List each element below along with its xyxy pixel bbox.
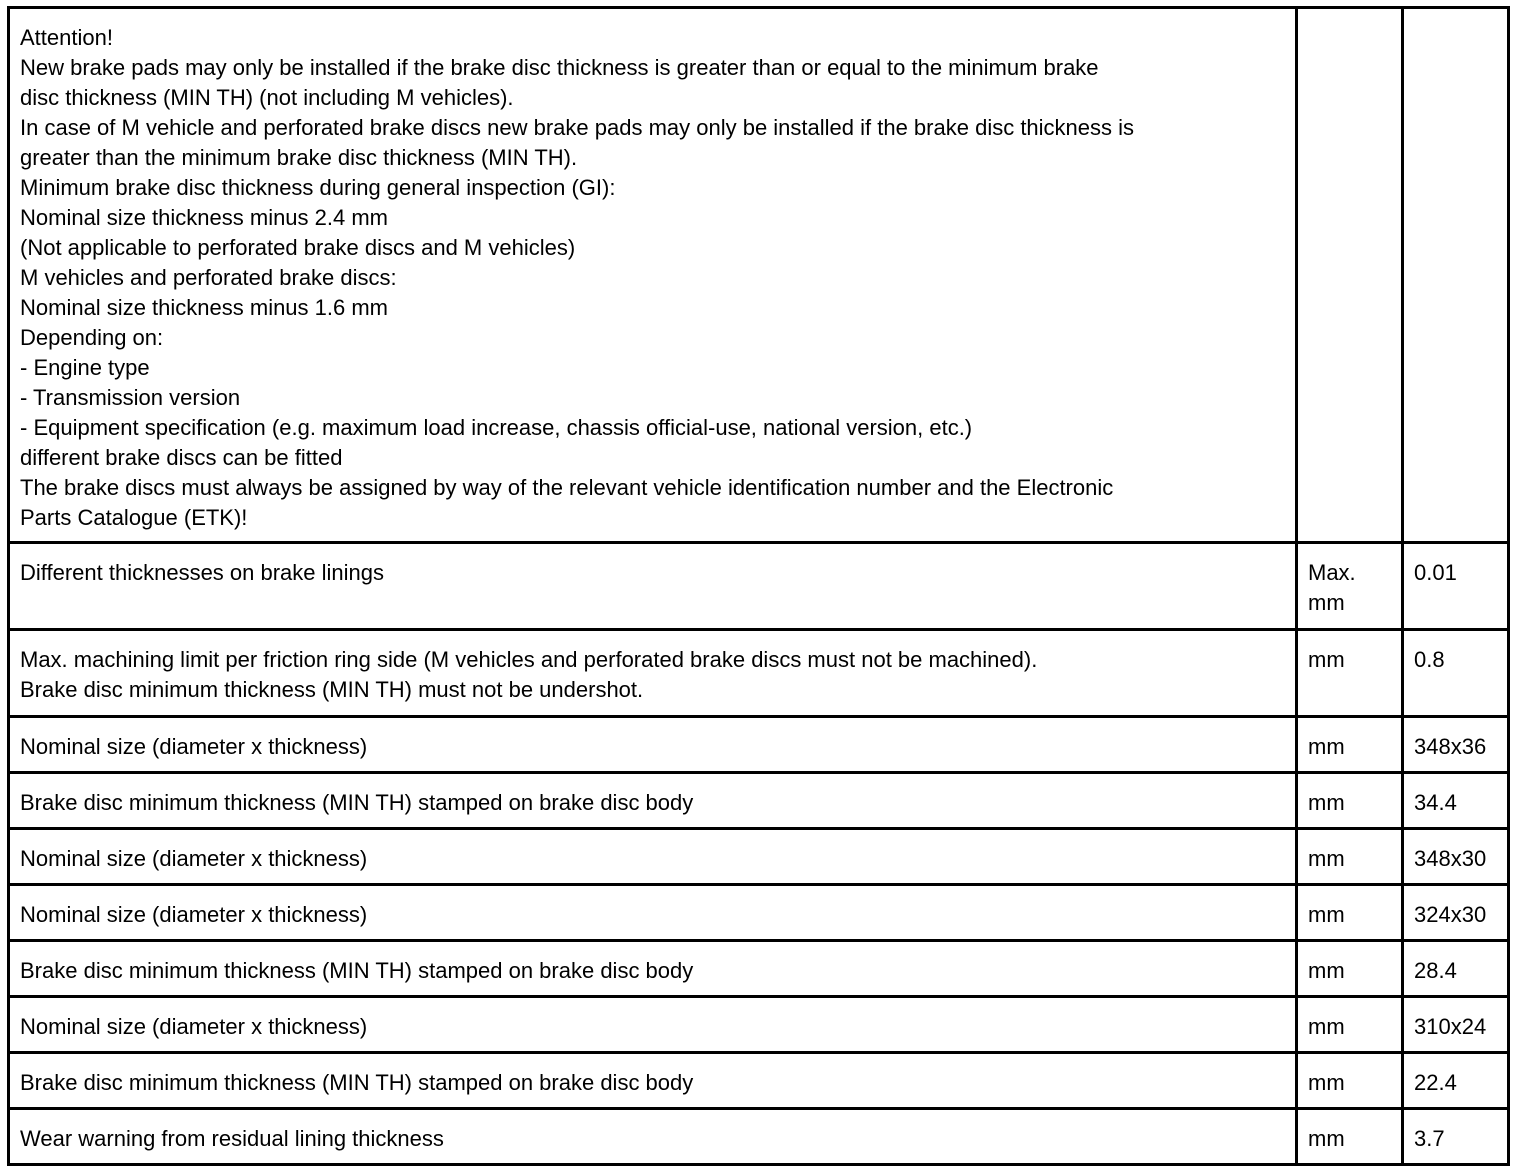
- spec-unit-line: Max.: [1308, 560, 1356, 585]
- spec-row: [9, 997, 1509, 1053]
- spec-row: [9, 1109, 1509, 1165]
- attention-line: (Not applicable to perforated brake discs and M vehicles): [20, 235, 576, 260]
- spec-description-line: Brake disc minimum thickness (MIN TH) stamped on brake disc body: [20, 790, 694, 815]
- spec-description: [9, 829, 1297, 885]
- spec-row: [9, 829, 1509, 885]
- spec-unit: [1297, 773, 1403, 829]
- spec-description: [9, 885, 1297, 941]
- spec-description: [9, 997, 1297, 1053]
- spec-description-line: Max. machining limit per friction ring side (M vehicles and perforated brake discs must not be machined).: [20, 647, 1038, 672]
- spec-description: [9, 717, 1297, 773]
- attention-line: Minimum brake disc thickness during general inspection (GI):: [20, 175, 616, 200]
- spec-unit: [1297, 829, 1403, 885]
- attention-line: M vehicles and perforated brake discs:: [20, 265, 397, 290]
- spec-value: 22.4: [1403, 1053, 1509, 1109]
- spec-unit-line: mm: [1308, 958, 1345, 983]
- spec-value: 348x30: [1403, 829, 1509, 885]
- spec-description: [9, 1109, 1297, 1165]
- spec-value: 310x24: [1403, 997, 1509, 1053]
- spec-description-line: Nominal size (diameter x thickness): [20, 902, 368, 927]
- attention-line: Nominal size thickness minus 1.6 mm: [20, 295, 389, 320]
- attention-line: - Engine type: [20, 355, 150, 380]
- attention-unit-cell: [1297, 8, 1403, 543]
- spec-description-line: Nominal size (diameter x thickness): [20, 846, 368, 871]
- attention-line: Attention!: [20, 25, 113, 50]
- spec-unit: [1297, 1053, 1403, 1109]
- attention-line: Depending on:: [20, 325, 164, 350]
- spec-unit-line: mm: [1308, 647, 1345, 672]
- spec-unit: [1297, 630, 1403, 717]
- spec-unit-line: mm: [1308, 1126, 1345, 1151]
- spec-row: [9, 717, 1509, 773]
- attention-line: The brake discs must always be assigned by way of the relevant vehicle identification number and the Electronic: [20, 475, 1114, 500]
- spec-unit: [1297, 997, 1403, 1053]
- spec-value: 324x30: [1403, 885, 1509, 941]
- spec-unit: [1297, 885, 1403, 941]
- attention-line: greater than the minimum brake disc thickness (MIN TH).: [20, 145, 578, 170]
- spec-unit: [1297, 1109, 1403, 1165]
- spec-row: [9, 941, 1509, 997]
- attention-line: disc thickness (MIN TH) (not including M vehicles).: [20, 85, 514, 110]
- spec-unit-line: mm: [1308, 902, 1345, 927]
- attention-line: different brake discs can be fitted: [20, 445, 343, 470]
- spec-unit-line: mm: [1308, 846, 1345, 871]
- spec-description-line: Wear warning from residual lining thickness: [20, 1126, 444, 1151]
- spec-description: [9, 1053, 1297, 1109]
- spec-description-line: Different thicknesses on brake linings: [20, 560, 385, 585]
- spec-unit-line: mm: [1308, 790, 1345, 815]
- spec-row: [9, 543, 1509, 630]
- spec-row: [9, 630, 1509, 717]
- spec-row: [9, 773, 1509, 829]
- spec-description: [9, 941, 1297, 997]
- spec-unit-line: mm: [1308, 1014, 1345, 1039]
- spec-description-line: Brake disc minimum thickness (MIN TH) must not be undershot.: [20, 677, 644, 702]
- spec-description-line: Brake disc minimum thickness (MIN TH) stamped on brake disc body: [20, 1070, 694, 1095]
- spec-unit-line: mm: [1308, 590, 1345, 615]
- spec-description: [9, 773, 1297, 829]
- attention-line: - Transmission version: [20, 385, 241, 410]
- brake-disc-spec-table: [7, 6, 1510, 1166]
- spec-unit: [1297, 543, 1403, 630]
- spec-value: 348x36: [1403, 717, 1509, 773]
- spec-description-line: Brake disc minimum thickness (MIN TH) stamped on brake disc body: [20, 958, 694, 983]
- spec-unit: [1297, 717, 1403, 773]
- attention-line: Nominal size thickness minus 2.4 mm: [20, 205, 389, 230]
- spec-value: 0.01: [1403, 543, 1509, 630]
- attention-line: In case of M vehicle and perforated brake discs new brake pads may only be installed if the brake disc thickness is: [20, 115, 1135, 140]
- attention-line: New brake pads may only be installed if the brake disc thickness is greater than or equal to the minimum brake: [20, 55, 1099, 80]
- attention-value-cell: [1403, 8, 1509, 543]
- spec-value: 0.8: [1403, 630, 1509, 717]
- spec-row: [9, 1053, 1509, 1109]
- attention-line: - Equipment specification (e.g. maximum load increase, chassis official-use, national version, etc.): [20, 415, 973, 440]
- spec-table-body: [9, 8, 1509, 1165]
- spec-description-line: Nominal size (diameter x thickness): [20, 1014, 368, 1039]
- attention-line: Parts Catalogue (ETK)!: [20, 505, 248, 530]
- spec-unit: [1297, 941, 1403, 997]
- spec-value: 34.4: [1403, 773, 1509, 829]
- spec-description: [9, 630, 1297, 717]
- spec-unit-line: mm: [1308, 1070, 1345, 1095]
- attention-notice: [9, 8, 1297, 543]
- spec-row: [9, 885, 1509, 941]
- spec-unit-line: mm: [1308, 734, 1345, 759]
- spec-value: 28.4: [1403, 941, 1509, 997]
- spec-value: 3.7: [1403, 1109, 1509, 1165]
- spec-description-line: Nominal size (diameter x thickness): [20, 734, 368, 759]
- attention-row: [9, 8, 1509, 543]
- spec-description: [9, 543, 1297, 630]
